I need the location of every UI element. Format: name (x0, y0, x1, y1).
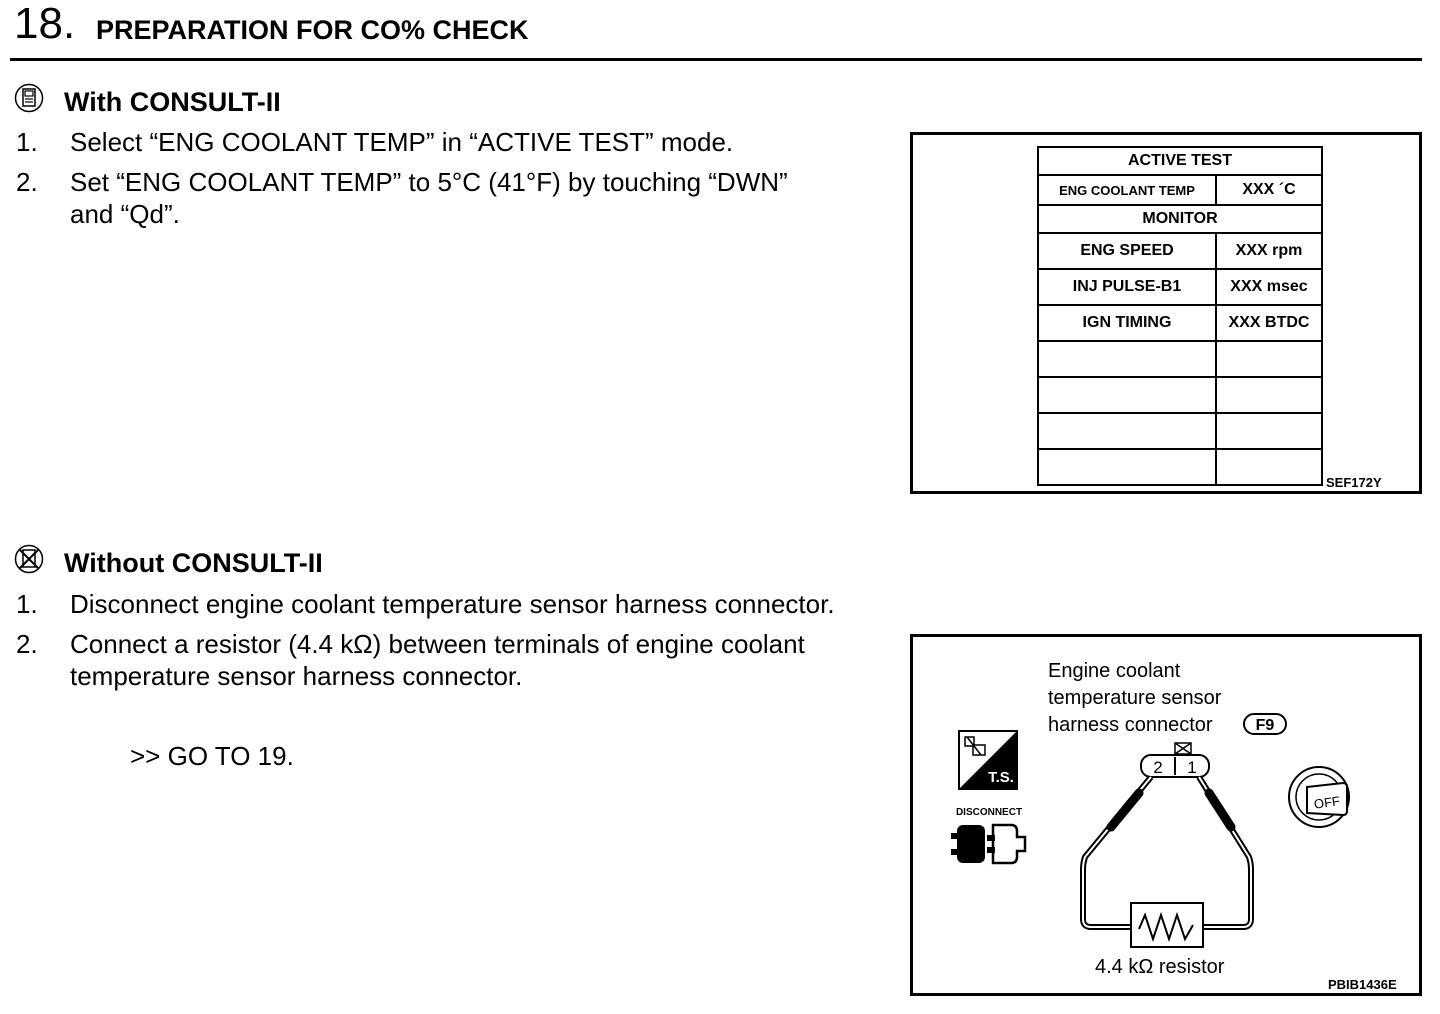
with-step-2-text: Set “ENG COOLANT TEMP” to 5°C (41°F) by touching “DWN” (70, 167, 788, 197)
empty-cell (1038, 377, 1216, 413)
disconnect-label: DISCONNECT (955, 807, 1023, 818)
empty-cell (1216, 341, 1322, 377)
without-consult-title: Without CONSULT-II (64, 548, 323, 578)
connector-id-text: F9 (1255, 717, 1275, 734)
connector-label-line2: temperature sensor (1048, 687, 1222, 709)
step-number: 18. (14, 0, 76, 48)
without-step-1-text: Disconnect engine coolant temperature sensor harness connector. (70, 589, 835, 619)
with-step-1-text: Select “ENG COOLANT TEMP” in “ACTIVE TEST” mode. (70, 127, 734, 157)
ignition-off-text: OFF (1313, 793, 1341, 812)
title-divider (10, 58, 1422, 61)
resistor-label: 4.4 kΩ resistor (1095, 956, 1225, 978)
empty-cell (1216, 449, 1322, 485)
terminal-2-label: 2 (1153, 758, 1163, 777)
figure-code: SEF172Y (1326, 475, 1382, 490)
empty-cell (1216, 377, 1322, 413)
ts-badge-icon (959, 731, 1017, 789)
connector-label-line1: Engine coolant (1048, 660, 1181, 682)
page-title: PREPARATION FOR CO% CHECK (96, 15, 529, 45)
no-consult-icon (14, 544, 44, 574)
disconnect-icon (951, 807, 1025, 863)
with-step-1-number: 1. (16, 127, 38, 157)
goto-link[interactable]: >> GO TO 19. (130, 741, 294, 771)
active-test-heading: ACTIVE TEST (1038, 147, 1322, 175)
figure-code: PBIB1436E (1328, 977, 1397, 992)
without-step-2-text-cont: temperature sensor harness connector. (70, 661, 523, 691)
monitor-row-label: IGN TIMING (1038, 305, 1216, 341)
connector-label-line3: harness connector (1048, 714, 1213, 736)
without-step-1-number: 1. (16, 589, 38, 619)
without-step-2-text: Connect a resistor (4.4 kΩ) between terminals of engine coolant (70, 629, 805, 659)
without-step-2-number: 2. (16, 629, 38, 659)
ts-badge-text: T.S. (988, 769, 1014, 786)
empty-cell (1038, 413, 1216, 449)
with-consult-title: With CONSULT-II (64, 87, 281, 117)
ignition-off-icon (1289, 767, 1349, 827)
probe-right (1209, 793, 1231, 827)
active-test-table (1037, 146, 1323, 486)
resistor-connection-figure (910, 634, 1422, 996)
terminal-1-label: 1 (1187, 758, 1197, 777)
monitor-row-value: XXX rpm (1216, 233, 1322, 269)
wiring-diagram (913, 637, 1419, 993)
eng-coolant-temp-label: ENG COOLANT TEMP (1038, 175, 1216, 205)
with-step-2-number: 2. (16, 167, 38, 197)
monitor-row-label: INJ PULSE-B1 (1038, 269, 1216, 305)
with-step-2-text-cont: and “Qd”. (70, 199, 180, 229)
empty-cell (1038, 341, 1216, 377)
probe-left (1111, 793, 1139, 827)
empty-cell (1038, 449, 1216, 485)
monitor-heading: MONITOR (1038, 205, 1322, 233)
monitor-row-value: XXX msec (1216, 269, 1322, 305)
monitor-row-label: ENG SPEED (1038, 233, 1216, 269)
eng-coolant-temp-value: XXX ´C (1216, 175, 1322, 205)
monitor-row-value: XXX BTDC (1216, 305, 1322, 341)
consult-screen-figure (910, 132, 1422, 494)
empty-cell (1216, 413, 1322, 449)
consult-device-icon (14, 83, 44, 113)
